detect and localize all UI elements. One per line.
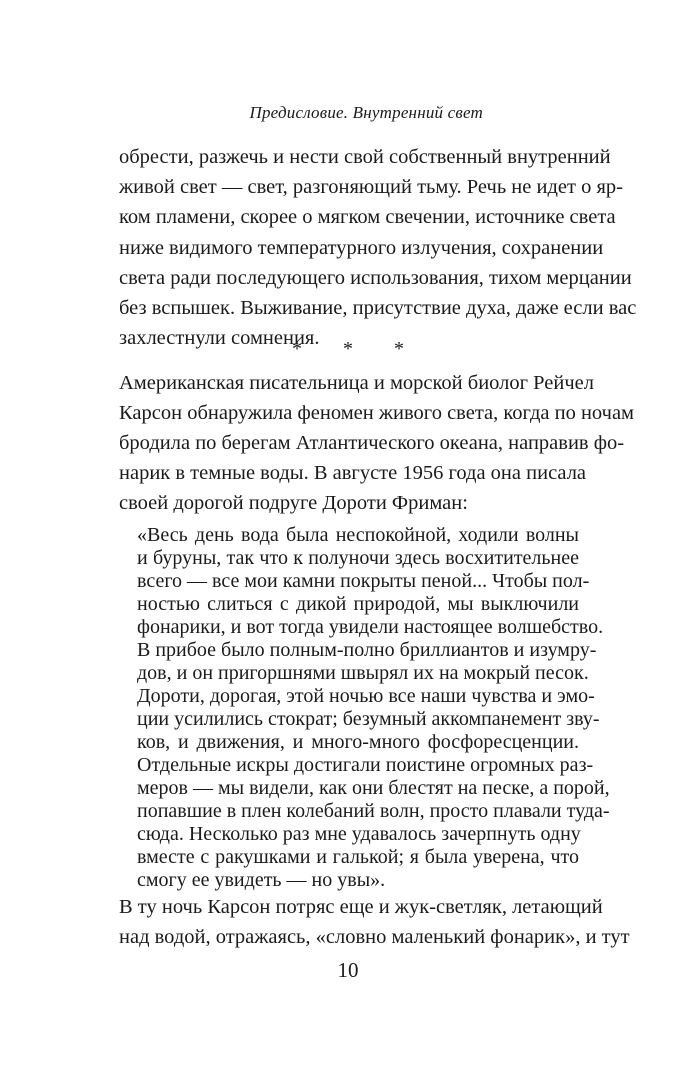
quote-line: «Весь день вода была неспокойной, ходили волны [137,524,579,546]
quote-line: В прибое было полным-полно бриллиантов и изумру- [137,639,597,661]
quote-line: меров — мы видели, как они блестят на песке, а порой, [137,777,610,799]
text-line: В ту ночь Карсон потряс еще и жук-светляк, летающий [119,896,603,918]
quote-line: ностью слиться с дикой природой, мы выключили [137,593,579,615]
quote-line: сюда. Несколько раз мне удавалось зачерпнуть одну [137,823,581,845]
text-line: ком пламени, скорее о мягком свечении, источнике света [119,206,616,228]
quote-line: дов, и он пригоршнями швырял их на мокрый песок. [137,662,589,684]
page-number: 10 [337,958,359,982]
text-line: света ради последующего использования, тихом мерцании [119,267,632,289]
text-line: ниже видимого температурного излучения, сохранении [119,237,604,259]
quote-line: всего — все мои камни покрыты пеной... Чтобы пол- [137,570,590,592]
quote-line: вместе с ракушками и галькой; я была уверена, что [137,846,579,868]
quote-line: смогу ее увидеть — но увы». [137,869,386,891]
text-line: своей дорогой подруге Дороти Фриман: [119,492,468,514]
quote-line: Отдельные искры достигали поистине огромных раз- [137,754,594,776]
quote-line: попавшие в плен колебаний волн, просто плавали туда- [137,800,610,822]
quote-line: фонарики, и вот тогда увидели настоящее волшебство. [137,616,604,638]
quote-line: ции усилились стократ; безумный аккомпанемент зву- [137,708,600,730]
text-line: без вспышек. Выживание, присутствие духа, даже если вас [119,297,637,319]
text-line: захлестнули сомнения. [119,327,320,349]
running-head: Предисловие. Внутренний свет [249,103,483,122]
text-line: нарик в темные воды. В августе 1956 года она писала [119,462,587,484]
text-line: живой свет — свет, разгоняющий тьму. Речь не идет о яр- [119,176,623,198]
text-line: над водой, отражаясь, «словно маленький фонарик», и тут [119,926,630,948]
quote-line: ков, и движения, и много-много фосфоресценции. [137,731,579,753]
quote-line: и буруны, так что к полуночи здесь восхитительнее [137,547,579,569]
text-line: Американская писательница и морской биолог Рейчел [119,372,595,394]
text-line: обрести, разжечь и нести свой собственный внутренний [119,146,611,168]
text-line: Карсон обнаружила феномен живого света, когда по ночам [119,402,635,424]
text-line: бродила по берегам Атлантического океана, направив фо- [119,432,625,454]
section-divider: * * * [292,338,422,360]
quote-line: Дороти, дорогая, этой ночью все наши чувства и эмо- [137,685,595,707]
